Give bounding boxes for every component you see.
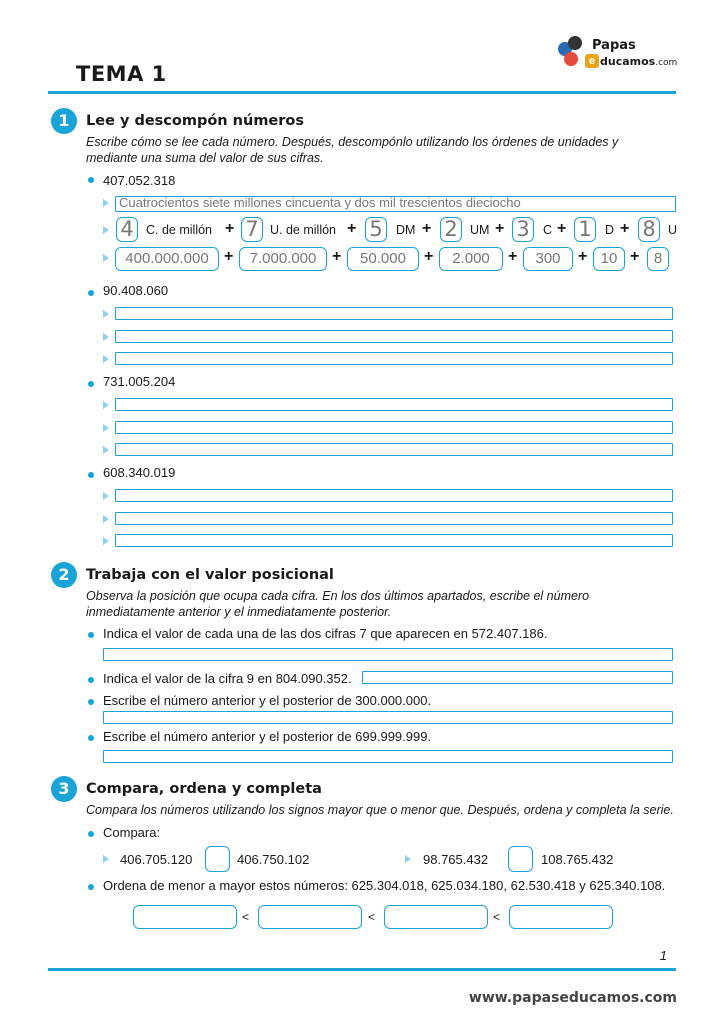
compare-number: 406.750.102	[237, 852, 310, 867]
logo-e-mark: e	[585, 54, 599, 68]
plus-sign: +	[332, 248, 342, 265]
footer-rule	[48, 968, 676, 971]
order-answer-box[interactable]	[133, 905, 237, 929]
question-text: Indica el valor de la cifra 9 en 804.090.352.	[103, 671, 352, 686]
item-number: 608.340.019	[103, 465, 176, 480]
section-instruction: Compara los números utilizando los signos mayor que o menor que. Después, ordena y completa la serie.	[86, 803, 674, 817]
value-box[interactable]: 50.000	[347, 247, 419, 271]
order-label: UM	[470, 223, 490, 237]
less-than-sign: <	[242, 910, 250, 924]
arrow-icon	[405, 855, 411, 863]
bullet-icon	[88, 831, 94, 837]
bullet-icon	[88, 381, 94, 387]
answer-field[interactable]	[115, 330, 673, 343]
answer-field[interactable]	[115, 398, 673, 411]
compare-number: 108.765.432	[541, 852, 614, 867]
plus-sign: +	[224, 248, 234, 265]
less-than-sign: <	[368, 910, 376, 924]
answer-field[interactable]	[115, 512, 673, 525]
plus-sign: +	[225, 220, 235, 237]
section-title: Trabaja con el valor posicional	[86, 567, 334, 583]
arrow-icon	[103, 424, 109, 432]
page-number: 1	[659, 948, 667, 963]
digit-box[interactable]: 1	[574, 217, 596, 242]
answer-field[interactable]	[115, 307, 673, 320]
order-label: U. de millón	[270, 223, 336, 237]
value-box[interactable]: 300	[523, 247, 573, 271]
answer-field[interactable]	[115, 443, 673, 456]
order-label: C. de millón	[146, 223, 212, 237]
plus-sign: +	[557, 220, 567, 237]
arrow-icon	[103, 492, 109, 500]
arrow-icon	[103, 310, 109, 318]
brand-logo	[556, 34, 682, 74]
page-title: TEMA 1	[76, 62, 167, 86]
arrow-icon	[103, 199, 109, 207]
arrow-icon	[103, 855, 109, 863]
section-number-badge: 1	[51, 108, 77, 134]
order-answer-box[interactable]	[384, 905, 488, 929]
plus-sign: +	[422, 220, 432, 237]
order-label: DM	[396, 223, 416, 237]
value-box[interactable]: 2.000	[439, 247, 503, 271]
compare-sign-box[interactable]	[205, 846, 230, 872]
bullet-icon	[88, 699, 94, 705]
arrow-icon	[103, 226, 109, 234]
answer-field[interactable]	[115, 421, 673, 434]
arrow-icon	[103, 515, 109, 523]
section-instruction: Escribe cómo se lee cada número. Después, descompónlo utilizando los órdenes de unidades y mediante una suma del valor de sus cifras.	[86, 135, 619, 165]
value-box[interactable]: 10	[593, 247, 625, 271]
arrow-icon	[103, 355, 109, 363]
compare-number: 98.765.432	[423, 852, 489, 867]
header-rule	[48, 91, 676, 94]
bullet-icon	[88, 177, 94, 183]
question-text: Indica el valor de cada una de las dos cifras 7 que aparecen en 572.407.186.	[103, 626, 548, 641]
order-answer-box[interactable]	[258, 905, 362, 929]
digit-box[interactable]: 8	[638, 217, 660, 242]
bullet-icon	[88, 290, 94, 296]
plus-sign: +	[578, 248, 588, 265]
section-number-badge: 3	[51, 776, 77, 802]
bullet-icon	[88, 632, 94, 638]
answer-field[interactable]	[103, 711, 673, 724]
item-number: 90.408.060	[103, 283, 169, 298]
plus-sign: +	[424, 248, 434, 265]
digit-box[interactable]: 5	[365, 217, 387, 242]
arrow-icon	[103, 333, 109, 341]
compare-label: Compara:	[103, 825, 161, 840]
logo-face-icon	[568, 36, 582, 50]
section-instruction: Observa la posición que ocupa cada cifra. En los dos últimos apartados, escribe el número inmediatamente anterior y el inmediatamente posterior.	[86, 589, 590, 619]
plus-sign: +	[630, 248, 640, 265]
value-box[interactable]: 8	[647, 247, 669, 271]
answer-field[interactable]	[103, 750, 673, 763]
value-box[interactable]: 400.000.000	[115, 247, 219, 271]
answer-field[interactable]	[115, 352, 673, 365]
question-text: Escribe el número anterior y el posterior de 699.999.999.	[103, 729, 432, 744]
question-text: Escribe el número anterior y el posterior de 300.000.000.	[103, 693, 432, 708]
digit-box[interactable]: 3	[512, 217, 534, 242]
order-answer-box[interactable]	[509, 905, 613, 929]
order-label: C	[543, 223, 553, 237]
arrow-icon	[103, 254, 109, 262]
logo-face-icon	[564, 52, 578, 66]
plus-sign: +	[495, 220, 505, 237]
digit-box[interactable]: 4	[116, 217, 138, 242]
bullet-icon	[88, 677, 94, 683]
arrow-icon	[103, 401, 109, 409]
plus-sign: +	[508, 248, 518, 265]
logo-text: ducamos.com	[600, 55, 678, 68]
order-label: D	[605, 223, 615, 237]
plus-sign: +	[347, 220, 357, 237]
logo-text: Papas	[592, 38, 636, 53]
less-than-sign: <	[493, 910, 501, 924]
value-box[interactable]: 7.000.000	[239, 247, 327, 271]
bullet-icon	[88, 735, 94, 741]
compare-number: 406.705.120	[120, 852, 193, 867]
bullet-icon	[88, 472, 94, 478]
answer-field[interactable]	[115, 489, 673, 502]
bullet-icon	[88, 884, 94, 890]
order-label: U	[668, 223, 678, 237]
digit-box[interactable]: 7	[241, 217, 263, 242]
section-number-badge: 2	[51, 562, 77, 588]
footer-url[interactable]: www.papaseducamos.com	[468, 990, 677, 1006]
item-number: 731.005.204	[103, 374, 176, 389]
section-title: Compara, ordena y completa	[86, 781, 322, 797]
item-number: 407.052.318	[103, 173, 176, 188]
digit-box[interactable]: 2	[440, 217, 462, 242]
order-instruction: Ordena de menor a mayor estos números: 625.304.018, 625.034.180, 62.530.418 y 625.340.108.	[103, 878, 666, 893]
example-reading: Cuatrocientos siete millones cincuenta y dos mil trescientos dieciocho	[119, 195, 521, 210]
compare-sign-box[interactable]	[508, 846, 533, 872]
section-title: Lee y descompón números	[86, 113, 305, 129]
plus-sign: +	[620, 220, 630, 237]
arrow-icon	[103, 446, 109, 454]
arrow-icon	[103, 537, 109, 545]
answer-field[interactable]	[103, 648, 673, 661]
answer-field[interactable]	[115, 534, 673, 547]
answer-field[interactable]	[362, 671, 673, 684]
